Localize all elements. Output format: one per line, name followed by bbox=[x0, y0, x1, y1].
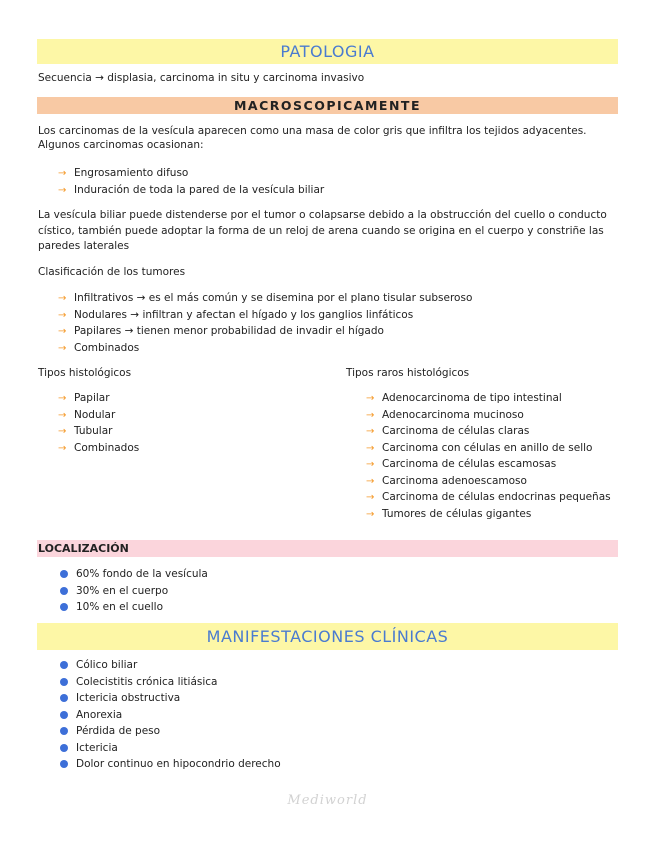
arrow-icon: → bbox=[366, 475, 375, 487]
list-item: Cólico biliar bbox=[60, 657, 281, 674]
list-item: → Adenocarcinoma mucinoso bbox=[366, 407, 611, 424]
bullet-dot-icon bbox=[60, 694, 68, 702]
section-header-macroscopicamente: MACROSCOPICAMENTE bbox=[37, 97, 618, 114]
arrow-icon: → bbox=[366, 508, 375, 520]
tipos-raros-title: Tipos raros histológicos bbox=[346, 367, 470, 379]
list-item: Ictericia obstructiva bbox=[60, 690, 281, 707]
arrow-icon: → bbox=[58, 426, 67, 437]
macro-list bbox=[58, 165, 324, 198]
list-item: 60% fondo de la vesícula bbox=[60, 566, 208, 583]
list-item: Pérdida de peso bbox=[60, 723, 281, 740]
arrow-icon: → bbox=[366, 393, 375, 404]
arrow-icon: → bbox=[366, 442, 375, 454]
list-item: → Adenocarcinoma de tipo intestinal bbox=[366, 390, 611, 407]
arrow-icon: → bbox=[366, 459, 375, 470]
arrow-icon: → bbox=[366, 426, 375, 437]
list-item: Ictericia bbox=[60, 740, 281, 757]
list-item: → Engrosamiento difuso bbox=[58, 165, 324, 182]
list-item: → Nodulares → infiltran y afectan el hígado y los ganglios linfáticos bbox=[58, 307, 472, 324]
bullet-dot-icon bbox=[60, 678, 68, 686]
arrow-icon: → bbox=[58, 293, 67, 304]
list-item: → Carcinoma adenoescamoso bbox=[366, 473, 611, 490]
bullet-dot-icon bbox=[60, 661, 68, 669]
list-item: Anorexia bbox=[60, 707, 281, 724]
list-item: → Tubular bbox=[58, 423, 139, 440]
secuencia-text: Secuencia → displasia, carcinoma in situ y carcinoma invasivo bbox=[38, 72, 365, 84]
localizacion-list bbox=[60, 566, 208, 616]
list-item: Colecistitis crónica litiásica bbox=[60, 674, 281, 691]
arrow-icon: → bbox=[58, 409, 67, 421]
bullet-dot-icon bbox=[60, 711, 68, 719]
list-item: → Carcinoma de células claras bbox=[366, 423, 611, 440]
macro-paragraph-text: La vesícula biliar puede distenderse por el tumor o colapsarse debido a la obstrucción del cuello o conducto cístico, también puede adoptar la forma de un reloj de arena cuando se origina en el cuerpo y constriñe las paredes laterales bbox=[38, 209, 607, 252]
section-header-localizacion: LOCALIZACIÓN bbox=[37, 540, 618, 557]
clasificacion-list bbox=[58, 290, 472, 356]
list-item: → Infiltrativos → es el más común y se disemina por el plano tisular subseroso bbox=[58, 290, 472, 307]
list-item: Dolor continuo en hipocondrio derecho bbox=[60, 756, 281, 773]
manifestaciones-list bbox=[60, 657, 281, 773]
list-item: → Induración de toda la pared de la vesícula biliar bbox=[58, 182, 324, 199]
arrow-icon: → bbox=[58, 393, 67, 404]
list-item: → Carcinoma de células escamosas bbox=[366, 456, 611, 473]
list-item: → Combinados bbox=[58, 340, 472, 357]
list-item: → Nodular bbox=[58, 407, 139, 424]
list-item: → Combinados bbox=[58, 440, 139, 457]
tipos-histologicos-title: Tipos histológicos bbox=[38, 367, 132, 379]
clasificacion-title: Clasificación de los tumores bbox=[38, 266, 186, 278]
list-item: → Papilar bbox=[58, 390, 139, 407]
arrow-icon: → bbox=[58, 168, 67, 179]
bullet-dot-icon bbox=[60, 603, 68, 611]
arrow-icon: → bbox=[58, 326, 67, 337]
list-item: 30% en el cuerpo bbox=[60, 583, 208, 600]
arrow-icon: → bbox=[58, 184, 67, 196]
list-item: → Tumores de células gigantes bbox=[366, 506, 611, 523]
arrow-icon: → bbox=[366, 492, 375, 503]
tipos-raros-list bbox=[366, 390, 611, 522]
tipos-list bbox=[58, 390, 139, 456]
section-header-patologia: PATOLOGIA bbox=[37, 39, 618, 64]
bullet-dot-icon bbox=[60, 744, 68, 752]
list-item: → Papilares → tienen menor probabilidad de invadir el hígado bbox=[58, 323, 472, 340]
macro-intro-text: Los carcinomas de la vesícula aparecen como una masa de color gris que infiltra los tejidos adyacentes. Algunos carcinomas ocasionan: bbox=[38, 125, 587, 151]
bullet-dot-icon bbox=[60, 727, 68, 735]
bullet-dot-icon bbox=[60, 587, 68, 595]
arrow-icon: → bbox=[366, 409, 375, 421]
watermark-text: Mediworld bbox=[287, 793, 368, 808]
section-header-manifestaciones: MANIFESTACIONES CLÍNICAS bbox=[37, 623, 618, 650]
bullet-dot-icon bbox=[60, 760, 68, 768]
arrow-icon: → bbox=[58, 342, 67, 354]
bullet-dot-icon bbox=[60, 570, 68, 578]
arrow-icon: → bbox=[58, 309, 67, 321]
list-item: → Carcinoma con células en anillo de sello bbox=[366, 440, 611, 457]
list-item: 10% en el cuello bbox=[60, 599, 208, 616]
list-item: → Carcinoma de células endocrinas pequeñas bbox=[366, 489, 611, 506]
arrow-icon: → bbox=[58, 442, 67, 454]
